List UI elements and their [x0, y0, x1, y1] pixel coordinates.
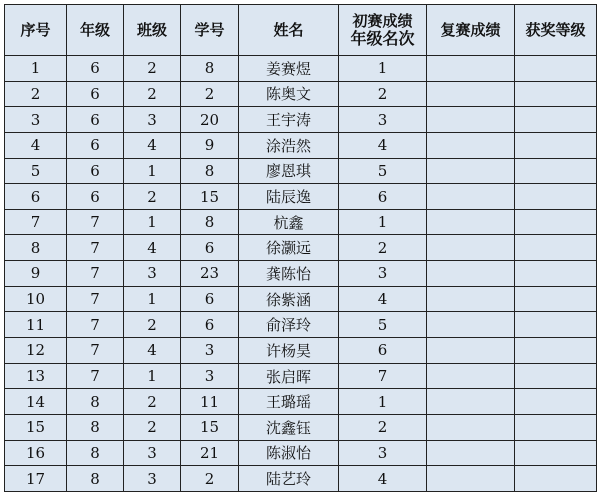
cell-prelim-rank: 6 — [339, 184, 427, 210]
table-row — [5, 235, 597, 261]
cell-final-score — [427, 209, 515, 235]
table-row — [5, 389, 597, 415]
cell-student-no: 21 — [181, 440, 239, 466]
cell-name: 陆艺玲 — [239, 466, 339, 492]
cell-name: 杭鑫 — [239, 209, 339, 235]
cell-final-score — [427, 132, 515, 158]
table-row — [5, 440, 597, 466]
cell-prelim-rank: 4 — [339, 132, 427, 158]
header-final-score: 复赛成绩 — [427, 5, 515, 56]
cell-prelim-rank: 7 — [339, 363, 427, 389]
cell-final-score — [427, 261, 515, 287]
cell-class: 2 — [124, 81, 181, 107]
cell-prelim-rank: 3 — [339, 107, 427, 133]
cell-final-score — [427, 440, 515, 466]
cell-index: 15 — [5, 414, 67, 440]
cell-prelim-rank: 2 — [339, 235, 427, 261]
cell-name: 陈淑怡 — [239, 440, 339, 466]
cell-award — [515, 440, 597, 466]
cell-final-score — [427, 286, 515, 312]
cell-index: 2 — [5, 81, 67, 107]
table-row — [5, 107, 597, 133]
cell-index: 16 — [5, 440, 67, 466]
cell-student-no: 15 — [181, 184, 239, 210]
table-row — [5, 363, 597, 389]
results-table — [4, 4, 597, 492]
table-row — [5, 414, 597, 440]
cell-grade: 8 — [67, 466, 124, 492]
cell-grade: 6 — [67, 184, 124, 210]
cell-index: 6 — [5, 184, 67, 210]
cell-class: 2 — [124, 184, 181, 210]
cell-student-no: 9 — [181, 132, 239, 158]
cell-class: 4 — [124, 338, 181, 364]
header-name: 姓名 — [239, 5, 339, 56]
cell-class: 1 — [124, 363, 181, 389]
cell-student-no: 20 — [181, 107, 239, 133]
cell-grade: 6 — [67, 81, 124, 107]
cell-student-no: 23 — [181, 261, 239, 287]
table-body — [5, 56, 597, 492]
cell-final-score — [427, 389, 515, 415]
cell-final-score — [427, 414, 515, 440]
cell-final-score — [427, 107, 515, 133]
cell-class: 4 — [124, 132, 181, 158]
cell-name: 涂浩然 — [239, 132, 339, 158]
cell-final-score — [427, 338, 515, 364]
cell-student-no: 6 — [181, 235, 239, 261]
cell-award — [515, 56, 597, 82]
cell-grade: 7 — [67, 286, 124, 312]
cell-name: 龚陈怡 — [239, 261, 339, 287]
cell-award — [515, 363, 597, 389]
cell-class: 4 — [124, 235, 181, 261]
cell-student-no: 11 — [181, 389, 239, 415]
cell-name: 廖恩琪 — [239, 158, 339, 184]
cell-class: 1 — [124, 209, 181, 235]
header-grade: 年级 — [67, 5, 124, 56]
cell-index: 17 — [5, 466, 67, 492]
cell-award — [515, 235, 597, 261]
cell-final-score — [427, 56, 515, 82]
cell-award — [515, 184, 597, 210]
cell-index: 4 — [5, 132, 67, 158]
cell-class: 2 — [124, 312, 181, 338]
cell-prelim-rank: 1 — [339, 389, 427, 415]
cell-student-no: 2 — [181, 466, 239, 492]
table-row — [5, 338, 597, 364]
table-row — [5, 312, 597, 338]
table-row — [5, 261, 597, 287]
cell-award — [515, 107, 597, 133]
cell-name: 许杨昊 — [239, 338, 339, 364]
cell-index: 1 — [5, 56, 67, 82]
cell-name: 徐紫涵 — [239, 286, 339, 312]
cell-award — [515, 389, 597, 415]
cell-grade: 7 — [67, 363, 124, 389]
cell-name: 俞泽玲 — [239, 312, 339, 338]
cell-award — [515, 81, 597, 107]
cell-final-score — [427, 235, 515, 261]
cell-index: 7 — [5, 209, 67, 235]
cell-class: 2 — [124, 414, 181, 440]
cell-award — [515, 286, 597, 312]
cell-prelim-rank: 2 — [339, 414, 427, 440]
cell-class: 1 — [124, 286, 181, 312]
cell-name: 张启晖 — [239, 363, 339, 389]
table-row — [5, 466, 597, 492]
cell-prelim-rank: 1 — [339, 56, 427, 82]
cell-grade: 8 — [67, 389, 124, 415]
cell-award — [515, 132, 597, 158]
cell-index: 10 — [5, 286, 67, 312]
cell-award — [515, 261, 597, 287]
cell-award — [515, 338, 597, 364]
header-prelim-line2: 年级名次 — [350, 29, 415, 48]
cell-grade: 6 — [67, 158, 124, 184]
cell-award — [515, 158, 597, 184]
table-row — [5, 81, 597, 107]
cell-class: 2 — [124, 389, 181, 415]
table-row — [5, 286, 597, 312]
cell-name: 姜赛煜 — [239, 56, 339, 82]
cell-prelim-rank: 2 — [339, 81, 427, 107]
cell-student-no: 15 — [181, 414, 239, 440]
cell-class: 1 — [124, 158, 181, 184]
cell-index: 13 — [5, 363, 67, 389]
cell-grade: 6 — [67, 132, 124, 158]
cell-name: 王璐瑶 — [239, 389, 339, 415]
cell-final-score — [427, 466, 515, 492]
cell-student-no: 3 — [181, 338, 239, 364]
cell-name: 王宇涛 — [239, 107, 339, 133]
cell-prelim-rank: 6 — [339, 338, 427, 364]
cell-class: 3 — [124, 261, 181, 287]
header-class: 班级 — [124, 5, 181, 56]
cell-student-no: 2 — [181, 81, 239, 107]
table-row — [5, 132, 597, 158]
cell-grade: 7 — [67, 261, 124, 287]
cell-prelim-rank: 4 — [339, 466, 427, 492]
header-award: 获奖等级 — [515, 5, 597, 56]
cell-name: 徐灏远 — [239, 235, 339, 261]
cell-final-score — [427, 363, 515, 389]
cell-grade: 8 — [67, 414, 124, 440]
cell-grade: 7 — [67, 312, 124, 338]
header-row — [5, 5, 597, 56]
cell-class: 3 — [124, 107, 181, 133]
cell-index: 12 — [5, 338, 67, 364]
cell-grade: 7 — [67, 235, 124, 261]
header-student-no: 学号 — [181, 5, 239, 56]
cell-award — [515, 312, 597, 338]
cell-index: 8 — [5, 235, 67, 261]
cell-student-no: 8 — [181, 158, 239, 184]
cell-prelim-rank: 5 — [339, 312, 427, 338]
cell-index: 11 — [5, 312, 67, 338]
cell-index: 9 — [5, 261, 67, 287]
cell-student-no: 8 — [181, 56, 239, 82]
cell-name: 陆辰逸 — [239, 184, 339, 210]
cell-student-no: 3 — [181, 363, 239, 389]
header-prelim-rank — [339, 5, 427, 56]
cell-award — [515, 414, 597, 440]
cell-class: 3 — [124, 466, 181, 492]
cell-index: 14 — [5, 389, 67, 415]
cell-index: 5 — [5, 158, 67, 184]
cell-index: 3 — [5, 107, 67, 133]
cell-prelim-rank: 1 — [339, 209, 427, 235]
cell-grade: 6 — [67, 107, 124, 133]
cell-class: 3 — [124, 440, 181, 466]
cell-student-no: 8 — [181, 209, 239, 235]
cell-prelim-rank: 5 — [339, 158, 427, 184]
cell-grade: 6 — [67, 56, 124, 82]
cell-class: 2 — [124, 56, 181, 82]
cell-prelim-rank: 4 — [339, 286, 427, 312]
cell-award — [515, 466, 597, 492]
cell-grade: 7 — [67, 209, 124, 235]
cell-prelim-rank: 3 — [339, 261, 427, 287]
cell-student-no: 6 — [181, 286, 239, 312]
cell-name: 陈奥文 — [239, 81, 339, 107]
table-row — [5, 158, 597, 184]
cell-award — [515, 209, 597, 235]
cell-final-score — [427, 312, 515, 338]
table-row — [5, 184, 597, 210]
cell-prelim-rank: 3 — [339, 440, 427, 466]
table-row — [5, 209, 597, 235]
cell-grade: 7 — [67, 338, 124, 364]
cell-name: 沈鑫钰 — [239, 414, 339, 440]
table-row — [5, 56, 597, 82]
header-index: 序号 — [5, 5, 67, 56]
cell-grade: 8 — [67, 440, 124, 466]
cell-final-score — [427, 184, 515, 210]
cell-final-score — [427, 158, 515, 184]
cell-student-no: 6 — [181, 312, 239, 338]
header-prelim-line1: 初赛成绩 — [352, 12, 413, 30]
cell-final-score — [427, 81, 515, 107]
